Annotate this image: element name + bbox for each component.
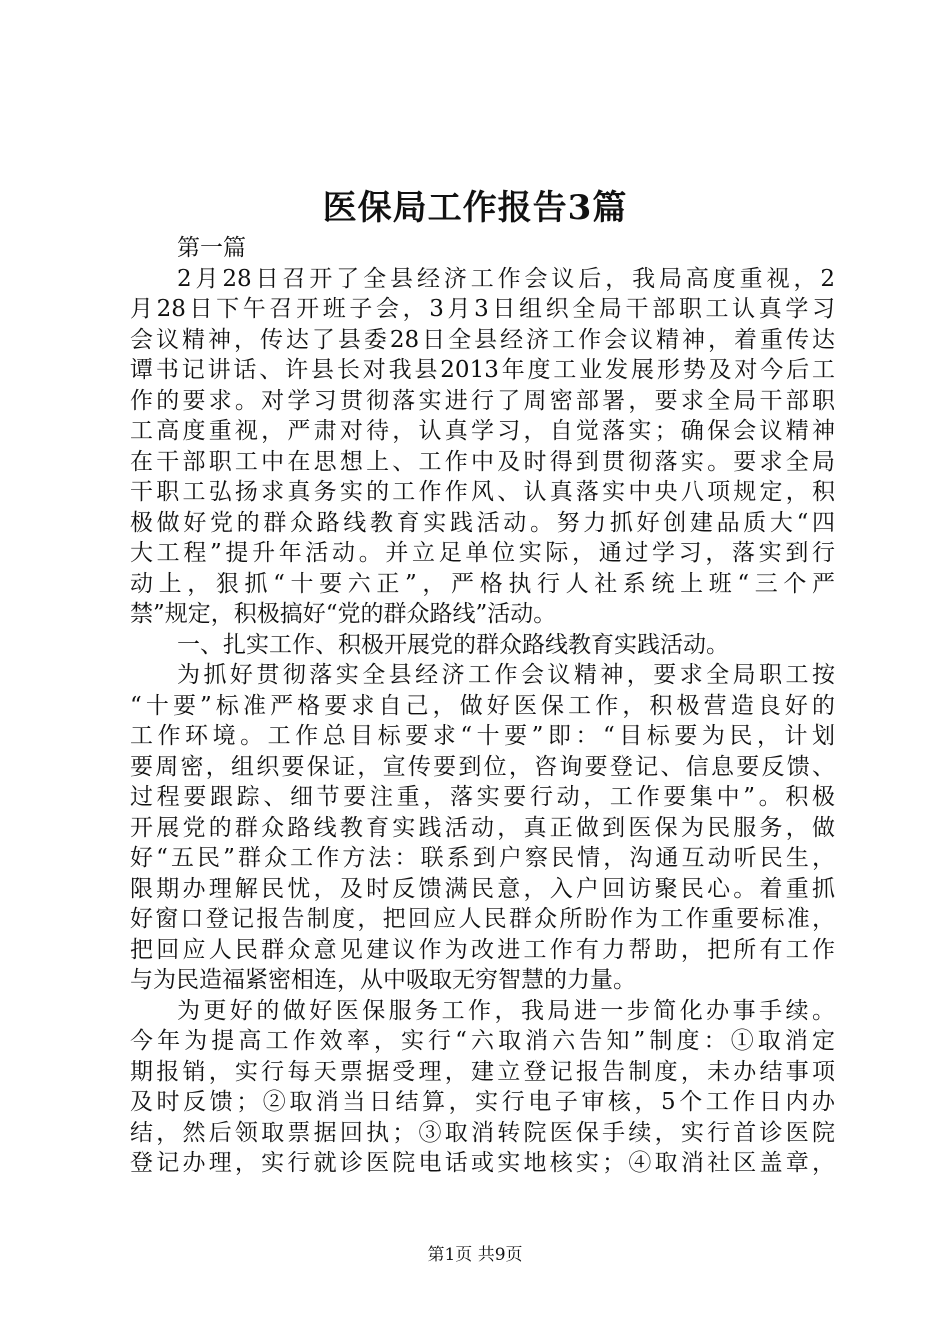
text-line: 工作环境。工作总目标要求“十要”即：“目标要为民，计划 (130, 723, 835, 749)
text-line: 与为民造福紧密相连，从中吸取无穷智慧的力量。 (130, 967, 636, 993)
text-line: 开展党的群众路线教育实践活动，真正做到医保为民服务，做 (130, 814, 835, 841)
text-line: 动上，狠抓“十要六正”，严格执行人社系统上班“三个严 (130, 570, 835, 597)
text-line: “十要”标准严格要求自己，做好医保工作，积极营造良好的 (130, 692, 835, 719)
text-line: 干职工弘扬求真务实的工作作风、认真落实中央八项规定，积 (130, 479, 835, 505)
text-line: 好“五民”群众工作方法：联系到户察民情，沟通互动听民生， (130, 845, 835, 871)
page-footer: 第1页 共9页 (427, 1245, 523, 1265)
text-line: 作的要求。对学习贯彻落实进行了周密部署，要求全局干部职 (130, 387, 835, 414)
text-line: 工高度重视，严肃对待，认真学习，自觉落实；确保会议精神 (130, 418, 835, 444)
text-line: 结，然后领取票据回执；③取消转院医保手续，实行首诊医院 (130, 1119, 835, 1146)
text-line: 会议精神，传达了县委28日全县经济工作会议精神，着重传达 (130, 326, 835, 353)
document-title: 医保局工作报告3篇 (322, 188, 628, 228)
text-line: 过程要跟踪、细节要注重，落实要行动，工作要集中”。积极 (130, 784, 835, 810)
text-line: 大工程”提升年活动。并立足单位实际，通过学习，落实到行 (130, 540, 835, 566)
text-line: 及时反馈；②取消当日结算，实行电子审核，5个工作日内办 (130, 1089, 835, 1115)
text-line: 极做好党的群众路线教育实践活动。努力抓好创建品质大“四 (130, 509, 835, 536)
text-line: 为抓好贯彻落实全县经济工作会议精神，要求全局职工按 (177, 662, 835, 688)
text-line: 今年为提高工作效率，实行“六取消六告知”制度：①取消定 (130, 1028, 835, 1054)
text-line: 禁”规定，积极搞好“党的群众路线”活动。 (130, 601, 557, 627)
text-line: 2月28日召开了全县经济工作会议后，我局高度重视，2 (177, 265, 835, 292)
text-line: 要周密，组织要保证，宣传要到位，咨询要登记、信息要反馈、 (130, 753, 835, 780)
text-line: 登记办理，实行就诊医院电话或实地核实；④取消社区盖章， (130, 1150, 835, 1176)
text-line: 月28日下午召开班子会，3月3日组织全局干部职工认真学习 (130, 296, 835, 322)
section-heading: 一、扎实工作、积极开展党的群众路线教育实践活动。 (177, 631, 729, 658)
text-line: 第一篇 (177, 235, 246, 261)
text-line: 为更好的做好医保服务工作，我局进一步简化办事手续。 (177, 997, 835, 1024)
document-body (130, 233, 835, 1179)
text-line: 把回应人民群众意见建议作为改进工作有力帮助，把所有工作 (130, 936, 835, 963)
text-line: 在干部职工中在思想上、工作中及时得到贯彻落实。要求全局 (130, 448, 835, 475)
text-line: 谭书记讲话、许县长对我县2013年度工业发展形势及对今后工 (130, 357, 835, 383)
text-line: 期报销，实行每天票据受理，建立登记报告制度，未办结事项 (130, 1058, 835, 1085)
text-line: 限期办理解民忧，及时反馈满民意，入户回访聚民心。着重抓 (130, 875, 835, 902)
text-line: 好窗口登记报告制度，把回应人民群众所盼作为工作重要标准， (130, 906, 835, 932)
